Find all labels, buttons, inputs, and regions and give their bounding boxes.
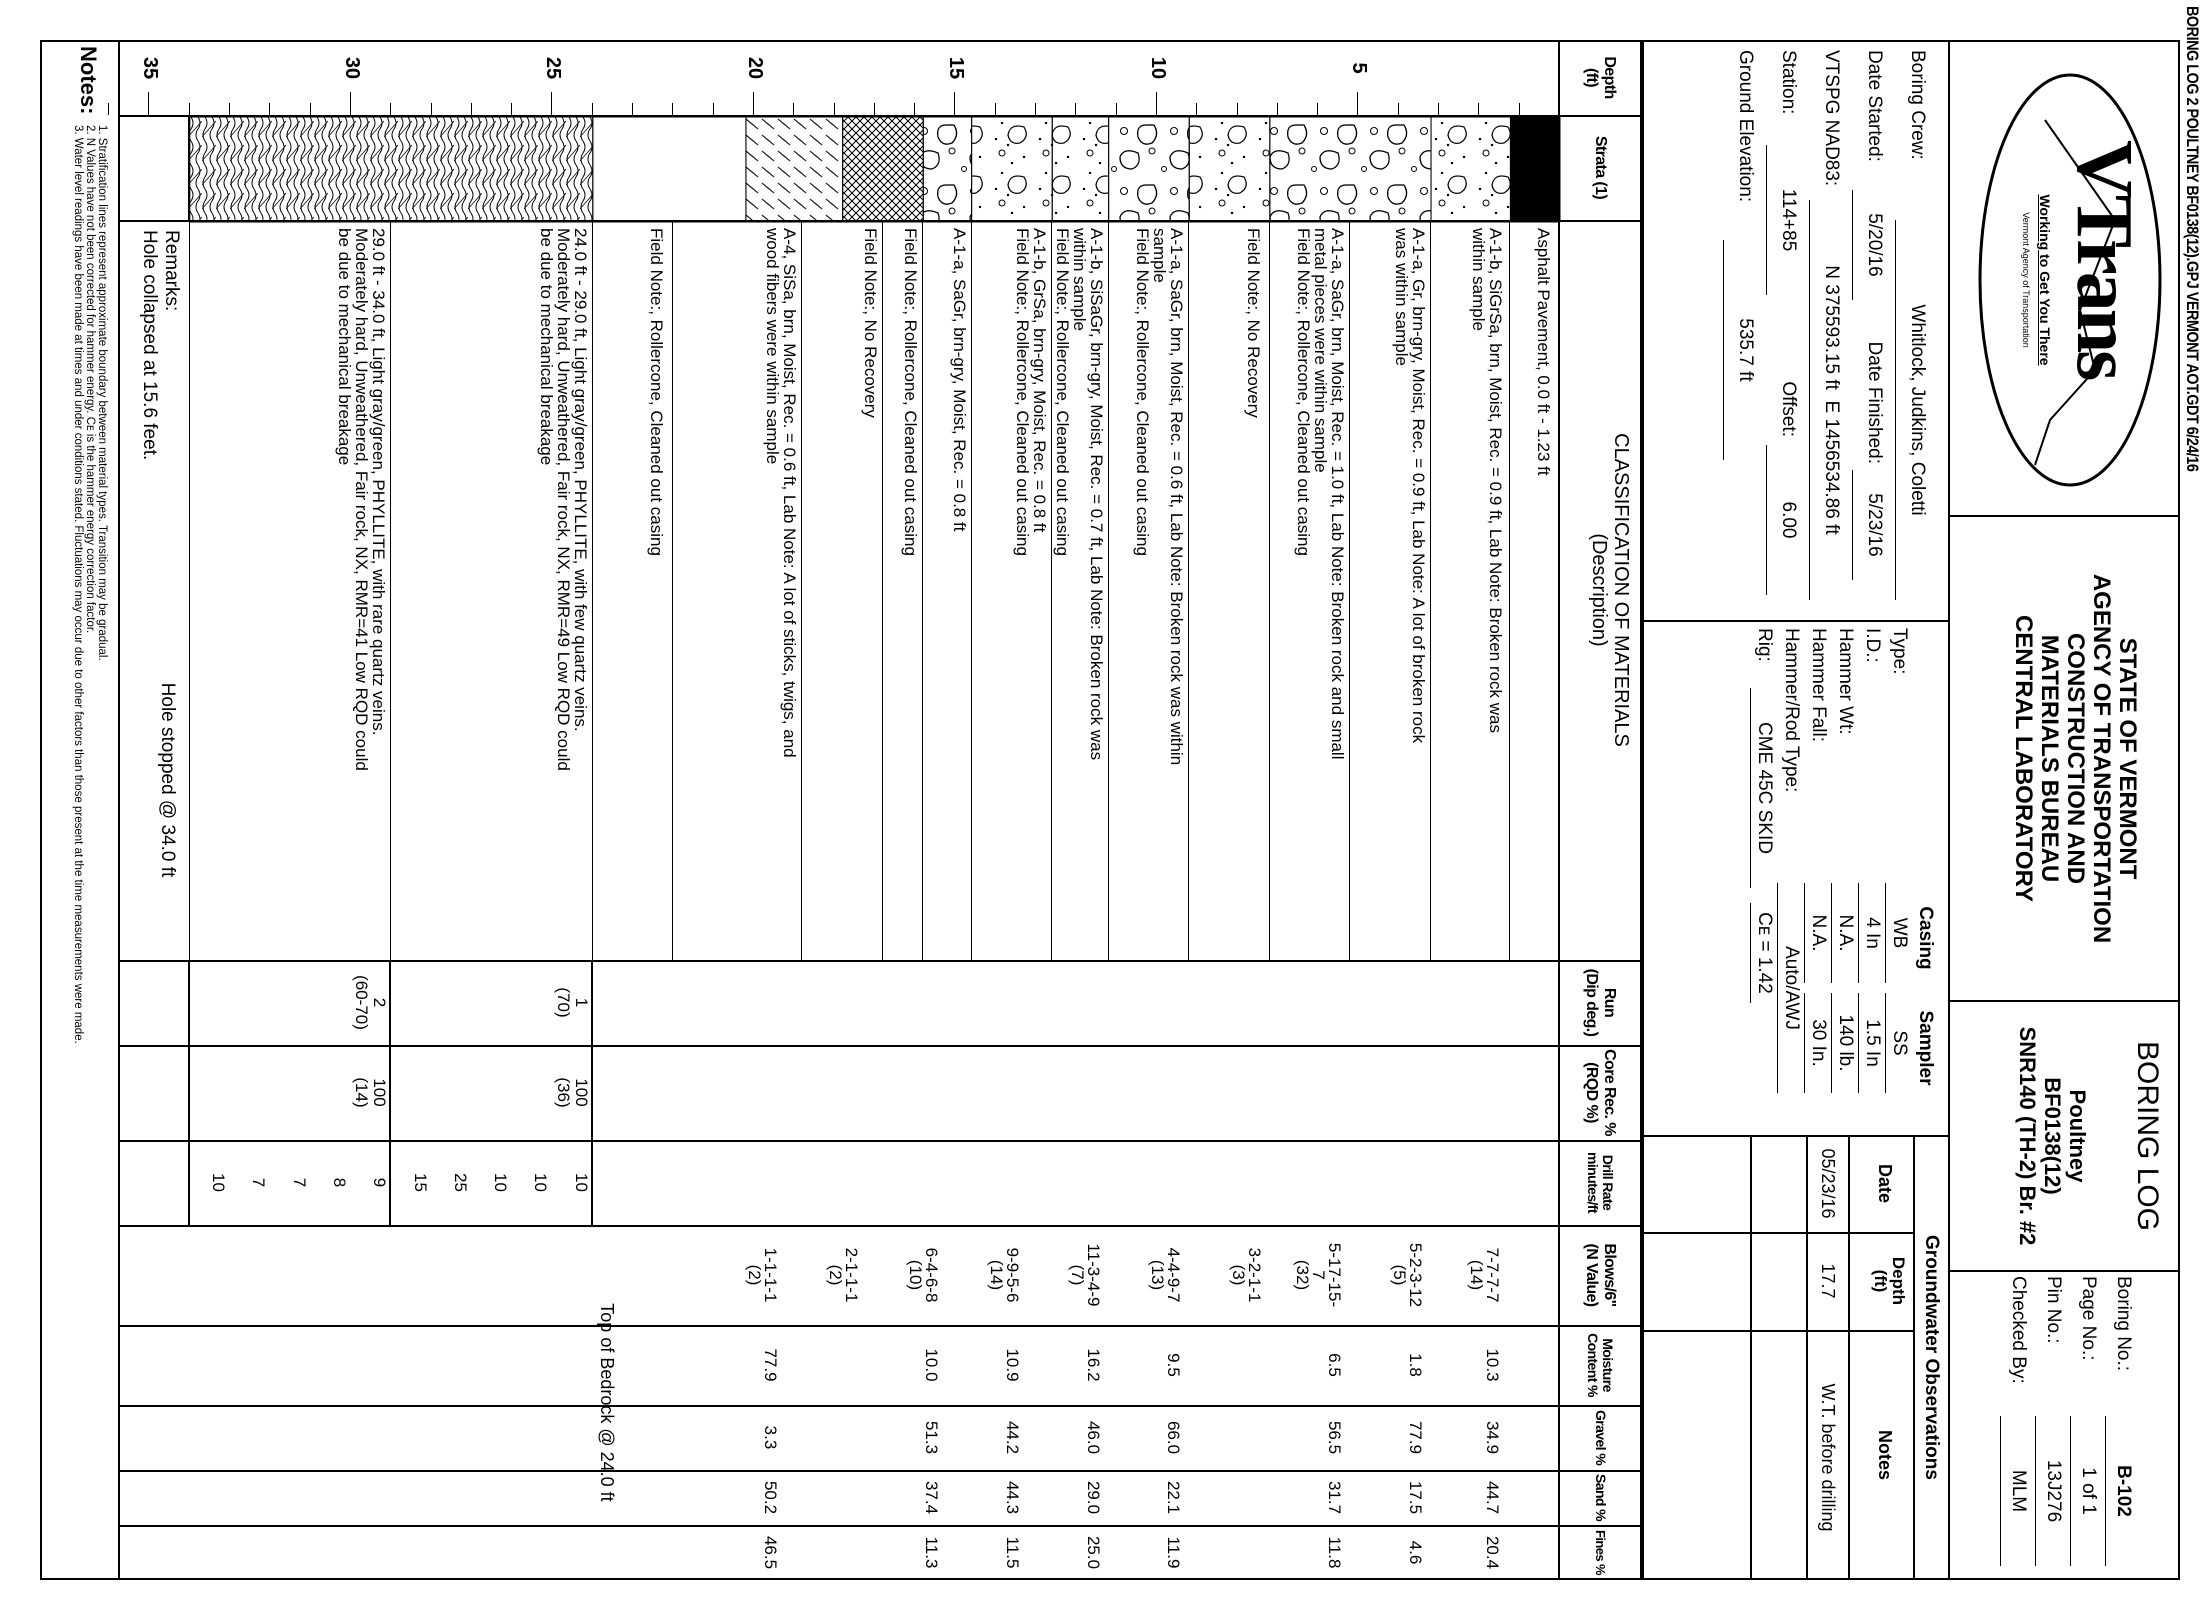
rqd: (14): [352, 1077, 372, 1108]
boring-crew-label: Boring Crew:: [1907, 50, 1928, 160]
depth-minor-tick: [995, 103, 996, 115]
depth-tick-label: 10: [1147, 56, 1169, 80]
description-entry: 24.0 ft - 29.0 ft, Light gray/green, PHYLLITE, with few quartz veins. Moderately hard, Unweathered, Fair rock, NX, RMR=49 Low RQD could be due to mechanical breakage: [536, 228, 590, 771]
boring-no: B-102: [2105, 1416, 2140, 1566]
n-value: (2): [745, 1264, 765, 1286]
moisture-value: 10.3: [1482, 1348, 1502, 1382]
depth-minor-tick: [189, 103, 190, 115]
drill-rate: 10: [531, 1173, 551, 1192]
sand-value: 44.7: [1482, 1480, 1502, 1515]
description-entry: A-1-a, SaGr, brn-gry, Moist, Rec. = 0.8 ft: [949, 228, 969, 532]
description-divider: [1108, 220, 1109, 960]
moisture-value: 1.8: [1405, 1353, 1425, 1377]
depth-major-tick: [1156, 92, 1157, 115]
depth-minor-tick: [1317, 103, 1318, 115]
project-line: SNR140 (TH-2) Br. #2: [2015, 1026, 2040, 1246]
core-recovery: 100: [370, 1078, 390, 1107]
depth-minor-tick: [431, 103, 432, 115]
col-classification-sub: (Description): [1588, 533, 1610, 647]
description-entry: Field Note:, No Recovery: [860, 228, 880, 418]
top-of-bedrock-label: Top of Bedrock @ 24.0 ft: [596, 1303, 617, 1502]
n-value: (3): [1228, 1264, 1248, 1286]
col-fines: Fines %: [1593, 1530, 1609, 1575]
notes-list: [72, 125, 108, 1044]
strata-layer-gravel: [923, 117, 971, 222]
strata-graphic: [120, 117, 1560, 222]
depth-minor-tick: [1277, 103, 1278, 115]
depth-minor-tick: [1237, 103, 1238, 115]
depth-minor-tick: [914, 103, 915, 115]
casing-type: WB: [1885, 883, 1912, 983]
description-divider: [801, 220, 802, 960]
blow-counts: 1-1-1-1: [761, 1247, 781, 1303]
logo-subtitle: Vermont Agency of Transportation: [2021, 212, 2031, 348]
description-entry: A-1-b, GrSa, brn-gry, Moist, Rec. = 0.8 ft Field Note:, Rollercone, Cleaned out casing: [1013, 228, 1050, 556]
sampler-hammer-fall: 30 In.: [1804, 993, 1831, 1093]
remarks-block: [138, 230, 182, 460]
note-item: 2. N Values have not been corrected for hammer energy. Cᴇ is the hammer energy correction factor.: [84, 125, 96, 634]
boring-info: [1723, 50, 1938, 610]
strata-layer-dotted-gravel: [972, 117, 1053, 222]
remarks-label: Remarks:: [160, 230, 182, 312]
note-item: 3. Water level readings have been made at times and under conditions stated. Fluctuations may occur due to other factors than those present at the time measurements were made.: [72, 125, 84, 1044]
gw-col-date: Date: [1875, 1163, 1895, 1203]
date-started: 5/20/16: [1852, 190, 1895, 300]
depth-major-tick: [955, 92, 956, 115]
depth-major-tick: [753, 92, 754, 115]
depth-minor-tick: [1075, 103, 1076, 115]
description-entry: A-1-b, SiSaGr, brn-gry, Moist, Rec. = 0.7 ft, Lab Note: Broken rock was within sample Field Note:, Rollercone, Cleaned out casing: [1052, 228, 1106, 761]
description-entry: A-1-a, SaGr, brn, Moist, Rec. = 0.6 ft, Lab Note: Broken rock was within sample Field Note:, Rollercone, Cleaned out casing: [1133, 228, 1187, 766]
blow-counts: 2-1-1-1: [841, 1247, 861, 1303]
description-divider: [882, 220, 883, 960]
sampler-col: Sampler: [1915, 1010, 1936, 1086]
agency-line: AGENCY OF TRANSPORTATION: [2088, 573, 2115, 944]
date-finished: 5/23/16: [1852, 470, 1895, 580]
depth-minor-tick: [511, 103, 512, 115]
depth-minor-tick: [310, 103, 311, 115]
blow-counts: 11-3-4-9: [1083, 1243, 1103, 1307]
gw-col-notes: Notes: [1875, 1429, 1895, 1480]
core-recovery: 100: [571, 1078, 591, 1107]
offset: 6.00: [1766, 445, 1809, 595]
strata-layer-dotted-gravel: [1052, 117, 1108, 222]
agency-line: STATE OF VERMONT: [2114, 637, 2141, 880]
moisture-value: 6.5: [1325, 1353, 1345, 1377]
hammer-rod-type: Auto/AWJ: [1777, 883, 1804, 1093]
depth-tick-label: 20: [744, 56, 766, 80]
description-divider: [1269, 220, 1270, 960]
depth-minor-tick: [1398, 103, 1399, 115]
depth-tick-label: 35: [139, 56, 162, 80]
run-bottom-line: [389, 960, 391, 1225]
sampler-id: 1.5 In: [1858, 993, 1885, 1093]
project-line: Poultney: [2065, 1089, 2090, 1183]
moisture-value: 9.5: [1164, 1353, 1184, 1377]
strata-layer-blank: [593, 117, 746, 222]
description-entry: 29.0 ft - 34.0 ft, Light gray/green, PHYLLITE, with rare quartz veins. Moderately hard, Unweathered, Fair rock, NX, RMR=41 Low RQD could be due to mechanical breakage: [335, 228, 389, 771]
description-divider: [1188, 220, 1189, 960]
equipment-block: [1750, 628, 1938, 1128]
depth-minor-tick: [1196, 103, 1197, 115]
blow-counts: 6-4-6-8: [922, 1247, 942, 1303]
fines-value: 4.6: [1405, 1540, 1425, 1565]
checked-by-label: Checked By:: [2008, 1276, 2029, 1384]
depth-minor-tick: [108, 103, 109, 115]
blow-counts: 3-2-1-1: [1244, 1247, 1264, 1303]
offset-label: Offset:: [1778, 381, 1799, 437]
blow-counts: 7-7-7-7: [1482, 1247, 1502, 1303]
id-label: I.D.:: [1862, 628, 1883, 663]
pin-no: 13J276: [2035, 1416, 2070, 1566]
agency-line: CENTRAL LABORATORY: [2010, 614, 2037, 903]
sand-value: 22.1: [1164, 1480, 1184, 1515]
sand-value: 31.7: [1325, 1480, 1345, 1515]
gravel-value: 51.3: [922, 1420, 942, 1455]
col-classification-title: CLASSIFICATION OF MATERIALS: [1610, 433, 1632, 747]
logo-text: VTrans: [2060, 140, 2148, 379]
depth-minor-tick: [632, 103, 633, 115]
drill-rate: 10: [491, 1173, 511, 1192]
depth-minor-tick: [1478, 103, 1479, 115]
description-entry: Field Note:, Rollercone, Cleaned out casing: [901, 228, 921, 556]
strata-layer-dotted-gravel: [1189, 117, 1270, 222]
col-run: Run (Dip deg.): [1583, 968, 1618, 1037]
depth-tick-label: 5: [1348, 62, 1371, 74]
gravel-value: 34.9: [1482, 1420, 1502, 1455]
pin-no-label: Pin No.:: [2043, 1276, 2064, 1344]
col-moisture: Moisture Content %: [1585, 1333, 1617, 1397]
fines-value: 20.4: [1482, 1535, 1502, 1570]
note-item: 1. Stratification lines represent approximate boundary between material types. Transition may be gradual.: [96, 125, 108, 661]
run-dip: (60-70): [352, 975, 372, 1030]
strata-bottom-line: [188, 115, 190, 220]
casing-hammer-wt: N.A.: [1831, 883, 1858, 983]
sand-value: 37.4: [922, 1480, 942, 1515]
rqd: (36): [553, 1077, 573, 1108]
date-finished-label: Date Finished:: [1864, 341, 1885, 464]
depth-minor-tick: [390, 103, 391, 115]
strata-layer-asphalt: [1510, 117, 1560, 222]
depth-tick-label: 30: [341, 56, 363, 80]
fines-value: 11.8: [1325, 1536, 1345, 1569]
depth-major-tick: [149, 92, 150, 115]
blow-counts: 4-4-9-7: [1164, 1247, 1184, 1303]
project-block: [2015, 1002, 2090, 1270]
depth-tick-label: 15: [945, 56, 968, 80]
gw-depth: 17.7: [1818, 1263, 1838, 1299]
fines-value: 11.5: [1002, 1536, 1022, 1569]
n-value: (10): [906, 1259, 926, 1291]
description-divider: [672, 220, 673, 960]
hole-stopped-note: Hole stopped @ 34.0 ft: [156, 682, 178, 878]
depth-minor-tick: [713, 103, 714, 115]
description-divider: [1509, 220, 1510, 960]
notes-label: Notes:: [76, 46, 101, 115]
depth-minor-tick: [229, 103, 230, 115]
easting: E 1456534.86 ft: [1821, 400, 1842, 535]
run-number: 1: [571, 997, 591, 1008]
drill-rate: 9: [370, 1177, 390, 1188]
gravel-value: 66.0: [1164, 1420, 1184, 1455]
file-caption: BORING LOG 2 POULTNEY BF0138(12).GPJ VERMONT AOT.GDT 6/24/16: [2183, 6, 2202, 472]
groundwater-title: Groundwater Observations: [1921, 1235, 1942, 1480]
hammer-wt-label: Hammer Wt:: [1835, 628, 1856, 735]
drill-rate: 7: [289, 1177, 309, 1188]
drill-rate: 7: [249, 1177, 269, 1188]
gravel-value: 56.5: [1325, 1420, 1345, 1455]
sampler-type: SS: [1885, 993, 1912, 1093]
boring-no-label: Boring No.:: [2113, 1276, 2134, 1372]
gravel-value: 44.2: [1002, 1420, 1022, 1455]
sand-value: 29.0: [1083, 1480, 1103, 1515]
description-divider: [189, 220, 190, 960]
depth-minor-tick: [471, 103, 472, 115]
energy-factor: Cᴇ = 1.42: [1750, 903, 1777, 1003]
n-value: (5): [1389, 1264, 1409, 1286]
moisture-value: 16.2: [1083, 1348, 1103, 1382]
drill-rate: 10: [571, 1173, 591, 1192]
fines-value: 25.0: [1083, 1535, 1103, 1570]
drill-rate: 10: [209, 1173, 229, 1192]
fines-value: 11.3: [922, 1536, 942, 1569]
gravel-value: 3.3: [761, 1425, 781, 1450]
checked-by: MLM: [2000, 1416, 2035, 1566]
project-line: BF0138(12): [2040, 1077, 2065, 1195]
moisture-value: 10.9: [1002, 1348, 1022, 1382]
description-divider: [1430, 220, 1431, 960]
strata-layer-phyllite: [190, 117, 593, 222]
boring-crew: Whitlock, Judkins, Coletti: [1895, 220, 1938, 600]
col-gravel: Gravel %: [1592, 1409, 1609, 1466]
gravel-value: 77.9: [1405, 1420, 1425, 1455]
vtspg-label: VTSPG NAD83:: [1821, 50, 1842, 187]
col-depth: Depth (ft): [1583, 56, 1618, 99]
description-divider: [971, 220, 972, 960]
col-classification: [1588, 220, 1632, 960]
type-label: Type:: [1889, 628, 1910, 675]
description-entry: Asphalt Pavement, 0.0 ft - 1.23 ft: [1533, 228, 1553, 476]
depth-minor-tick: [834, 103, 835, 115]
n-value: (14): [1466, 1259, 1486, 1291]
strata-layer-silt-sand: [746, 117, 843, 222]
gw-notes: W.T. before drilling: [1818, 1383, 1838, 1532]
strata-layer-crosshatch: [843, 117, 924, 222]
depth-minor-tick: [269, 103, 270, 115]
boring-id-block: [2000, 1276, 2140, 1576]
rig: CME 45C SKID: [1750, 688, 1777, 888]
drill-rate: 25: [450, 1173, 470, 1192]
depth-minor-tick: [874, 103, 875, 115]
description-entry: A-1-a, Gr, brn-gry, Moist, Rec. = 0.9 ft, Lab Note: A lot of broken rock was within sample: [1392, 228, 1429, 744]
description-entry: A-1-b, SiGrSa, brn, Moist, Rec. = 0.9 ft, Lab Note: Broken rock was within sample: [1468, 228, 1505, 734]
vtrans-logo: [1975, 70, 2165, 490]
sand-value: 17.5: [1405, 1480, 1425, 1515]
strata-graphic-wrap: [190, 117, 1560, 220]
depth-minor-tick: [1116, 103, 1117, 115]
depth-minor-tick: [1035, 103, 1036, 115]
station-label: Station:: [1778, 50, 1799, 115]
col-blows: Blows/6" (N Value): [1583, 1243, 1618, 1307]
description-entry: A-4, SiSa, brn, Moist, Rec. = 0.6 ft, Lab Note: A lot of sticks, twigs, and wood fibers were within sample: [763, 228, 800, 758]
casing-col: Casing: [1915, 906, 1936, 970]
depth-tick-label: 25: [542, 56, 565, 80]
sand-value: 44.3: [1002, 1480, 1022, 1515]
n-value: (32): [1293, 1259, 1313, 1291]
casing-id: 4 In: [1858, 883, 1885, 983]
run-bottom-line: [188, 960, 190, 1225]
description-divider: [1349, 220, 1350, 960]
drill-rate: 15: [410, 1173, 430, 1192]
strata-layer-gravel: [1109, 117, 1190, 222]
col-core-rec: Core Rec. % (RQD %): [1583, 1049, 1618, 1136]
page-no-label: Page No.:: [2078, 1276, 2099, 1361]
northing: N 375593.15 ft: [1821, 265, 1842, 390]
strata-layer-dotted-gravel: [1431, 117, 1510, 222]
depth-minor-tick: [793, 103, 794, 115]
moisture-value: 10.0: [922, 1348, 942, 1382]
col-strata: Strata (1): [1591, 135, 1609, 200]
n-value: (7): [1067, 1264, 1087, 1286]
n-value: (13): [1148, 1259, 1168, 1291]
hammer-rod-label: Hammer/Rod Type:: [1781, 628, 1802, 793]
fines-value: 46.5: [761, 1535, 781, 1570]
page-no: 1 of 1: [2070, 1416, 2105, 1566]
strata-layer-gravel: [1270, 117, 1431, 222]
blow-counts: 9-9-5-6: [1002, 1247, 1022, 1303]
agency-line: MATERIALS BUREAU: [2036, 634, 2063, 883]
station: 114+85: [1766, 145, 1809, 295]
description-entry: Field Note:, Rollercone, Cleaned out casing: [647, 228, 667, 556]
depth-major-tick: [1358, 92, 1359, 115]
description-divider: [922, 220, 923, 960]
depth-minor-tick: [1519, 103, 1520, 115]
description-divider: [592, 220, 593, 960]
col-sand: Sand %: [1592, 1474, 1609, 1521]
gravel-value: 46.0: [1083, 1420, 1103, 1455]
ground-elevation: 535.7 ft: [1723, 240, 1766, 460]
n-value: (2): [825, 1264, 845, 1286]
run-dip: (70): [553, 987, 573, 1018]
rig-label: Rig:: [1754, 628, 1775, 662]
n-value: (14): [986, 1259, 1006, 1291]
blow-counts: 5-2-3-12: [1405, 1242, 1425, 1308]
remarks-text: Hole collapsed at 15.6 feet.: [138, 230, 160, 461]
title: BORING LOG: [2131, 1040, 2164, 1232]
depth-major-tick: [350, 92, 351, 115]
run-number: 2: [370, 997, 390, 1008]
gw-col-depth: Depth (ft): [1871, 1256, 1908, 1306]
depth-minor-tick: [592, 103, 593, 115]
logo-tagline: Working to Get You There: [2037, 194, 2053, 366]
sand-value: 50.2: [761, 1480, 781, 1515]
description-entry: Field Note:, No Recovery: [1243, 228, 1263, 418]
run-top-line: [591, 960, 593, 1225]
agency-line: CONSTRUCTION AND: [2062, 632, 2089, 885]
blow-counts: 5-17-15- 7: [1309, 1242, 1345, 1308]
fines-value: 11.9: [1164, 1536, 1184, 1569]
gw-date: 05/23/16: [1818, 1148, 1838, 1219]
casing-hammer-fall: N.A.: [1804, 883, 1831, 983]
col-drill-rate: Drill Rate minutes/ft: [1585, 1152, 1617, 1213]
drill-rate: 8: [330, 1177, 349, 1188]
description-entry: A-1-a, SaGr, brn, Moist, Rec. = 1.0 ft, Lab Note: Broken rock and small metal pieces were within sample Field Note:, Rollercone, Cleaned out casing: [1294, 228, 1348, 760]
moisture-value: 77.9: [761, 1348, 781, 1382]
sampler-hammer-wt: 140 lb.: [1831, 993, 1858, 1093]
date-started-label: Date Started:: [1864, 50, 1885, 162]
description-divider: [390, 220, 391, 960]
hammer-fall-label: Hammer Fall:: [1808, 628, 1829, 743]
depth-major-tick: [552, 92, 553, 115]
ground-elev-label: Ground Elevation:: [1735, 50, 1756, 203]
depth-minor-tick: [672, 103, 673, 115]
agency-block: [2010, 517, 2140, 1000]
depth-minor-tick: [1438, 103, 1439, 115]
